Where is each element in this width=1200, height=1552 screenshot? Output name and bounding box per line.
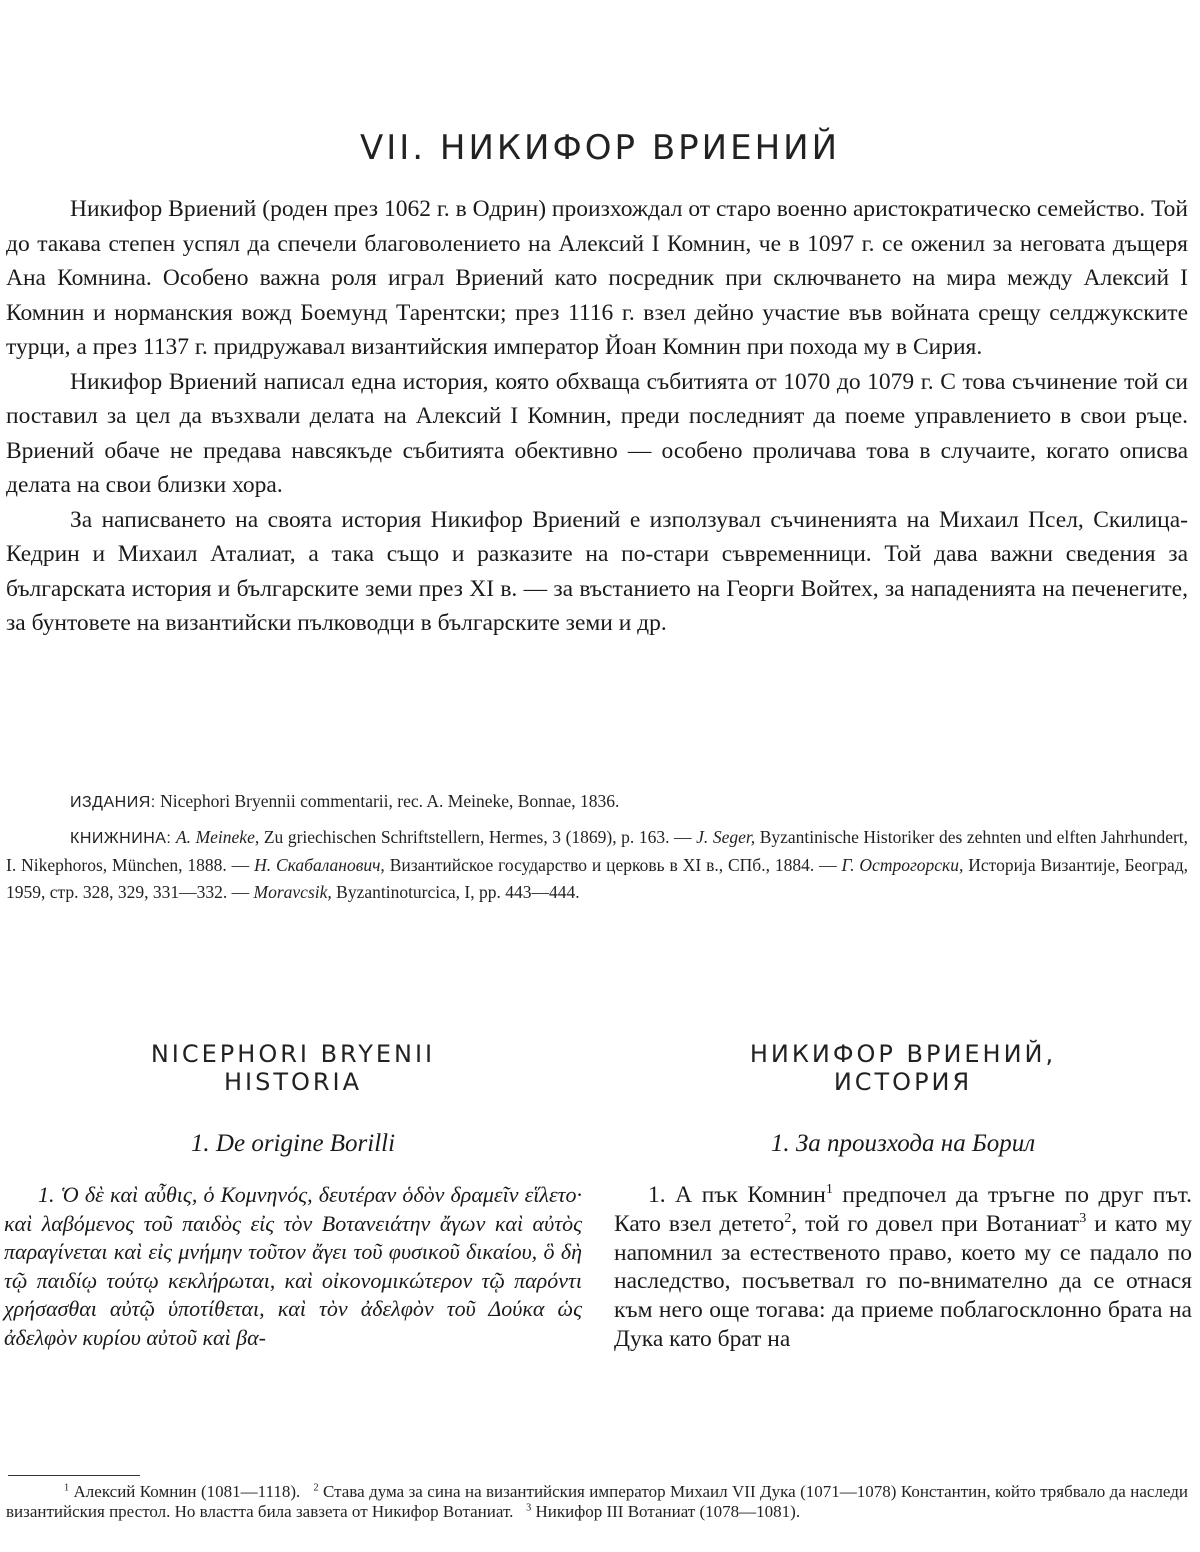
footnotes	[6, 1482, 1188, 1522]
editions-text: Nicephori Bryennii commentarii, rec. A. Meineke, Bonnae, 1836.	[160, 791, 620, 811]
greek-column	[4, 1040, 582, 1350]
bulgarian-title-line1: НИКИФОР ВРИЕНИЙ,	[749, 1040, 1057, 1068]
page-title: VII. НИКИФОР ВРИЕНИЙ	[359, 128, 841, 168]
literature-author: Г. Острогорски,	[841, 855, 964, 875]
literature-entry	[6, 824, 1188, 906]
bulgarian-column	[614, 1040, 1192, 1352]
bulgarian-text	[614, 1181, 1192, 1354]
literature-author: J. Seger,	[696, 827, 756, 847]
greek-subtitle: 1. De origine Borilli	[190, 1130, 396, 1157]
editions-entry	[6, 788, 1188, 816]
literature-work: Историја Византије, Београд, 1959, стр. 328, 329, 331—332. —	[6, 855, 1189, 902]
literature-work: Byzantinische Historiker des zehnten und elften Jahrhundert, I. Nikephoros, München, 1888. —	[6, 827, 1189, 875]
literature-work: Zu griechischen Schriftstellern, Hermes, 3 (1869), p. 163. —	[263, 827, 692, 847]
references-section	[6, 788, 1188, 914]
text-run: предпочел да тръгне по друг път. Като взел детето	[614, 1182, 1192, 1237]
footnote-number: 1	[64, 1482, 70, 1494]
literature-work: Byzantinoturcica, I, pp. 443—444.	[336, 882, 580, 902]
bulgarian-subtitle: 1. За произхода на Борил	[770, 1130, 1036, 1157]
footnote-number: 2	[313, 1482, 319, 1494]
footnote-text: Алексий Комнин (1081—1118).	[69, 1482, 301, 1501]
literature-label: КНИЖНИНА:	[70, 830, 172, 847]
footnote-ref: 3	[1079, 1209, 1087, 1226]
footnote-ref: 2	[784, 1209, 792, 1226]
footnote-text: Никифор III Вотаниат (1078—1081).	[531, 1502, 801, 1521]
text-run: , той го довел при Вотаниат	[791, 1210, 1080, 1237]
intro-paragraph: Никифор Вриений (роден през 1062 г. в Одрин) произхождал от старо военно аристократическо семейство. Той до такава степен успял да спечели благоволението на Алексий I Комнин, че в 1097 г. се оженил за неговата дъщеря Ана Комнина. Особено важна роля играл Вриений като посредник при сключването на мира между Алексий I Комнин и норманския вожд Боемунд Тарентски; през 1116 г. взел дейно участие във войната срещу селджукските турци, а през 1137 г. придружавал византийския император Йоан Комнин при похода му в Сирия.	[6, 196, 1188, 360]
bulgarian-title-line2: ИСТОРИЯ	[833, 1068, 973, 1096]
greek-text: 1. Ὁ δὲ καὶ αὖθις, ὁ Κομνηνός, δευτέραν ὁδὸν δραμεῖν εἵλετο· καὶ λαβόμενος τοῦ παιδὸς εἰς τὸν Βοτανειάτην ἄγων καὶ αὐτὸς παραγίνεται καὶ εἰς μνήμην τοῦτον ἄγει τοῦ φυσικοῦ δικαίου, ὃ δὴ τῷ παιδίῳ τούτῳ κεκλήρωται, καὶ οἰκονομικώτερον τῷ παρόντι χρήσασθαι αὐτῷ ὑποτίθεται, καὶ τὸν ἀδελφὸν τοῦ Δούκα ὡς ἀδελφὸν κυρίου αὐτοῦ καὶ βα-	[4, 1182, 582, 1350]
literature-author: Н. Скабаланович,	[254, 855, 385, 875]
greek-title-line2: HISTORIA	[223, 1068, 363, 1096]
intro-paragraph: За написването на своята история Никифор Вриений е използувал съчиненията на Михаил Псел, Скилица-Кедрин и Михаил Аталиат, а така също и разказите на по-стари съвременници. Той дава важни сведения за българската история и българските земи през XI в. — за въстанието на Георги Войтех, за нападенията на печенегите, за бунтовете на византийски пълководци в българските земи и др.	[6, 506, 1188, 636]
text-run: и като му напомнил за естественото право, което му се падало по наследство, посъветвал го по-внимателно да се отнася към него още тогава: да приеме поблагосклонно брата на Дука като брат на	[614, 1210, 1192, 1352]
footnote-ref: 1	[825, 1181, 833, 1198]
greek-title-line1: NICEPHORI BRYENII	[150, 1040, 436, 1068]
footnote-text: Става дума за сина на византийския император Михаил VII Дука (1071—1078) Константин, който трябвало да наследи византийския престол. Но властта била завзета от Никифор Вотаниат.	[6, 1482, 1188, 1521]
text-run: 1. А пък Комнин	[648, 1182, 826, 1208]
literature-author: A. Meineke,	[175, 827, 260, 847]
intro-section	[6, 192, 1188, 641]
footnote-number: 3	[526, 1502, 532, 1514]
footnote-divider	[8, 1475, 140, 1476]
editions-label: ИЗДАНИЯ:	[70, 794, 156, 811]
intro-paragraph: Никифор Вриений написал една история, която обхваща събитията от 1070 до 1079 г. С това съчинение той си поставил за цел да възхвали делата на Алексий I Комнин, преди последният да поеме управлението в свои ръце. Вриений обаче не предава навсякъде събитията обективно — особено проличава това в случаите, когато описва делата на свои близки хора.	[6, 368, 1188, 498]
literature-author: Moravcsik,	[253, 882, 332, 902]
literature-work: Византийское государство и церковь в XI в., СПб., 1884. —	[389, 855, 837, 875]
